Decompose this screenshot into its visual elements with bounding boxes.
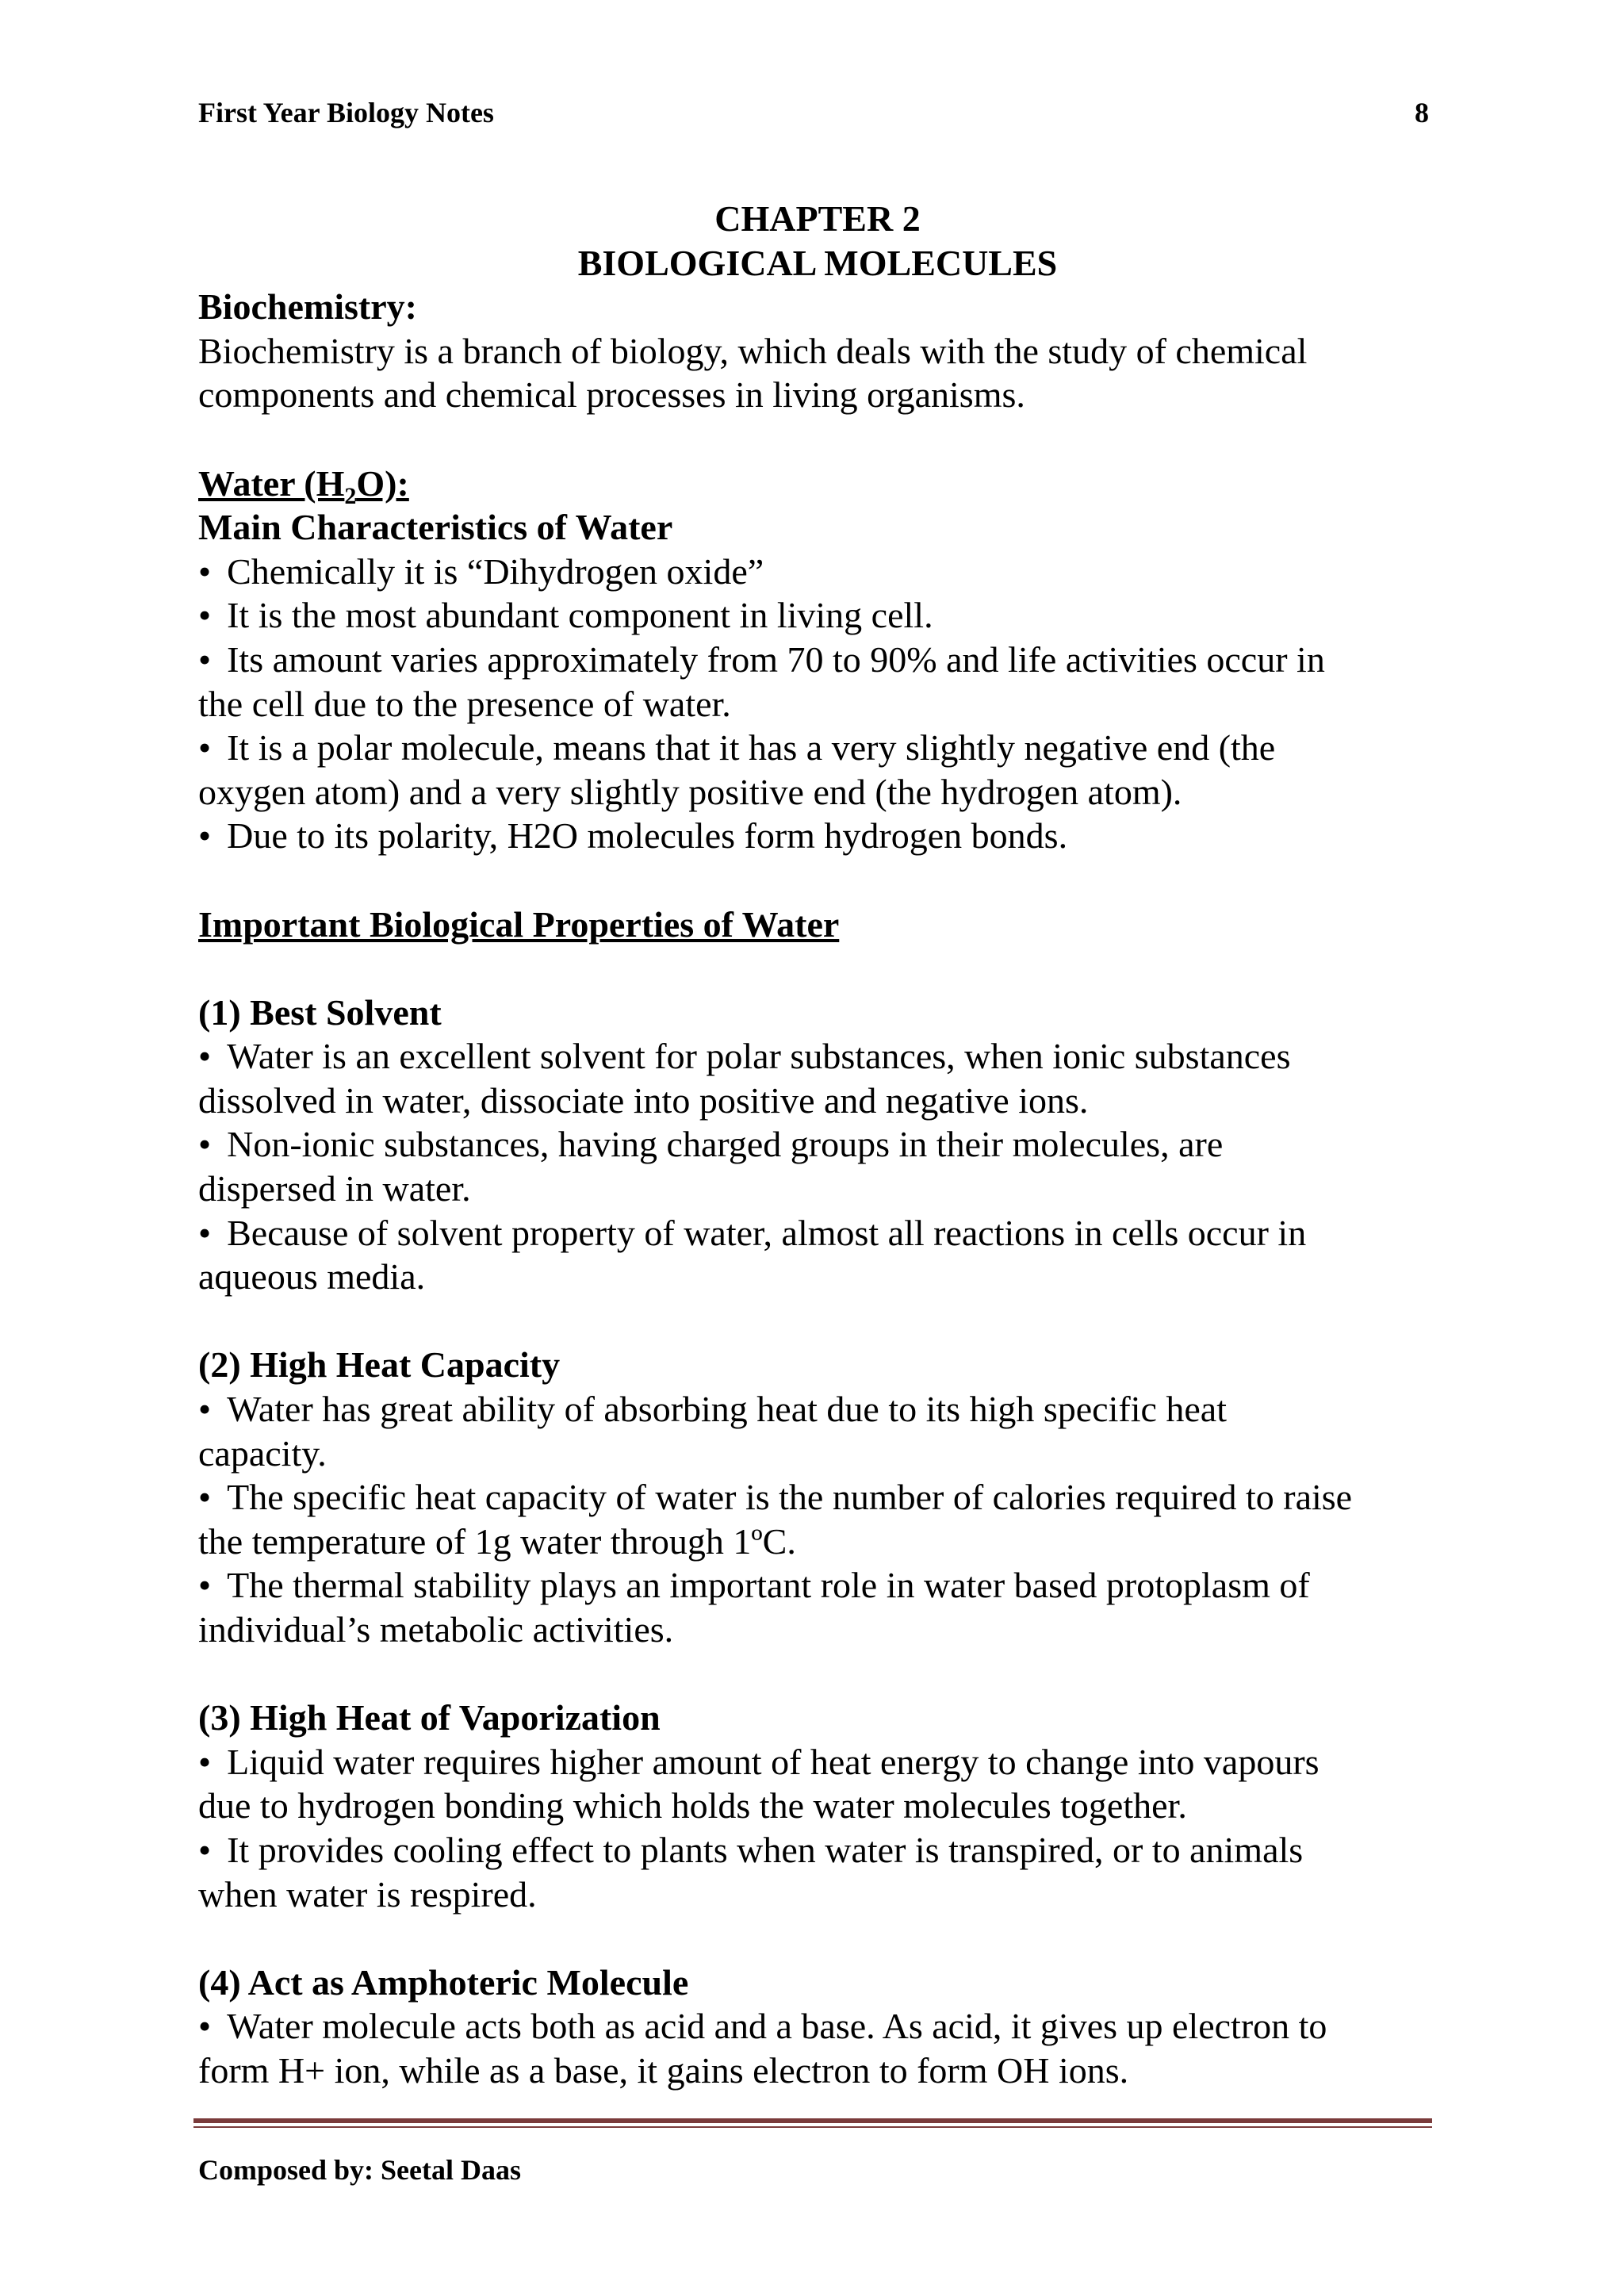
bullet-item	[198, 550, 1437, 594]
bullet-text: the temperature of 1g water through 1ºC.	[198, 1520, 796, 1562]
bullet-text: Water has great ability of absorbing heat due to its high specific heat	[227, 1389, 1227, 1430]
chapter-title: BIOLOGICAL MOLECULES	[577, 242, 1058, 283]
bullet-continuation	[198, 770, 1437, 815]
bullet-text: It is the most abundant component in living cell.	[227, 595, 933, 636]
paragraph-line: components and chemical processes in living organisms.	[198, 374, 1025, 416]
bullet-text: The thermal stability plays an important role in water based protoplasm of	[227, 1565, 1310, 1606]
property-heading: (3) High Heat of Vaporization	[198, 1697, 661, 1738]
chapter-number: CHAPTER 2	[714, 198, 921, 239]
bullet-text: It provides cooling effect to plants when water is transpired, or to animals	[227, 1829, 1304, 1870]
page-number: 8	[1415, 97, 1429, 128]
bullet-text: aqueous media.	[198, 1256, 426, 1297]
water-characteristics-heading: Main Characteristics of Water	[198, 507, 673, 548]
bullet-marker: •	[198, 638, 212, 680]
properties-heading: Important Biological Properties of Water	[198, 903, 840, 945]
bullet-text: Non-ionic substances, having charged groups in their molecules, are	[227, 1124, 1224, 1165]
bullet-text: dissolved in water, dissociate into positive and negative ions.	[198, 1079, 1089, 1121]
property-heading: (2) High Heat Capacity	[198, 1344, 561, 1386]
bullet-text: Chemically it is “Dihydrogen oxide”	[227, 550, 764, 592]
bullet-continuation	[198, 1432, 1437, 1476]
bullet-continuation	[198, 1167, 1437, 1211]
property-heading: (4) Act as Amphoteric Molecule	[198, 1961, 689, 2003]
footer-credit: Composed by: Seetal Daas	[198, 2154, 522, 2186]
bullet-item	[198, 593, 1437, 638]
bullet-marker: •	[198, 1124, 212, 1165]
bullet-continuation	[198, 1608, 1437, 1652]
bullet-marker: •	[198, 1477, 212, 1518]
bullet-continuation	[198, 1872, 1437, 1917]
bullet-item	[198, 726, 1437, 770]
bullet-continuation	[198, 2049, 1437, 2093]
bullet-item	[198, 1828, 1437, 1872]
bullet-marker: •	[198, 2006, 212, 2047]
bullet-marker: •	[198, 815, 212, 857]
bullet-text: Water is an excellent solvent for polar substances, when ionic substances	[227, 1036, 1291, 1077]
bullet-item	[198, 1122, 1437, 1167]
bullet-text: It is a polar molecule, means that it has a very slightly negative end (the	[227, 727, 1276, 769]
bullet-item	[198, 638, 1437, 682]
bullet-item	[198, 1387, 1437, 1432]
bullet-item	[198, 1034, 1437, 1079]
bullet-text: oxygen atom) and a very slightly positive end (the hydrogen atom).	[198, 771, 1182, 812]
property-heading: (1) Best Solvent	[198, 991, 442, 1033]
bullet-text: Water molecule acts both as acid and a base. As acid, it gives up electron to	[227, 2006, 1327, 2047]
running-header-title: First Year Biology Notes	[198, 97, 494, 128]
bullet-continuation	[198, 1520, 1437, 1564]
bullet-text: Its amount varies approximately from 70 to 90% and life activities occur in	[227, 638, 1325, 680]
properties-sections	[198, 946, 1437, 2092]
page-body	[198, 197, 1437, 2093]
bullet-text: Liquid water requires higher amount of heat energy to change into vapours	[227, 1741, 1320, 1782]
bullet-item	[198, 814, 1437, 858]
bullet-text: due to hydrogen bonding which holds the water molecules together.	[198, 1785, 1187, 1826]
bullet-marker: •	[198, 1741, 212, 1782]
bullet-text: individual’s metabolic activities.	[198, 1609, 674, 1650]
bullet-continuation	[198, 1255, 1437, 1299]
bullet-item	[198, 1740, 1437, 1784]
water-characteristics-list	[198, 550, 1437, 858]
water-heading: Water $(H_2O)$:	[198, 462, 409, 509]
bullet-item	[198, 1475, 1437, 1520]
bullet-text: dispersed in water.	[198, 1168, 471, 1209]
biochemistry-heading: Biochemistry:	[198, 286, 417, 328]
bullet-item	[198, 2004, 1437, 2049]
bullet-text: form H+ ion, while as a base, it gains electron to form OH ions.	[198, 2049, 1129, 2091]
biochemistry-definition	[198, 329, 1437, 417]
paragraph-line: Biochemistry is a branch of biology, which deals with the study of chemical	[198, 330, 1308, 371]
bullet-marker: •	[198, 1212, 212, 1253]
bullet-marker: •	[198, 1565, 212, 1606]
footer-rule-thin	[193, 2126, 1432, 2128]
bullet-continuation	[198, 682, 1437, 726]
bullet-text: Due to its polarity, H2O molecules form hydrogen bonds.	[227, 815, 1068, 857]
bullet-marker: •	[198, 727, 212, 769]
bullet-text: when water is respired.	[198, 1873, 537, 1915]
bullet-text: Because of solvent property of water, almost all reactions in cells occur in	[227, 1212, 1307, 1253]
bullet-item	[198, 1211, 1437, 1255]
bullet-marker: •	[198, 595, 212, 636]
bullet-text: capacity.	[198, 1432, 327, 1474]
bullet-marker: •	[198, 1036, 212, 1077]
bullet-text: the cell due to the presence of water.	[198, 683, 731, 724]
bullet-continuation	[198, 1079, 1437, 1123]
bullet-marker: •	[198, 550, 212, 592]
footer-rule	[193, 2118, 1432, 2123]
bullet-item	[198, 1563, 1437, 1608]
bullet-marker: •	[198, 1389, 212, 1430]
bullet-text: The specific heat capacity of water is the number of calories required to raise	[227, 1477, 1353, 1518]
bullet-marker: •	[198, 1829, 212, 1870]
bullet-continuation	[198, 1784, 1437, 1828]
